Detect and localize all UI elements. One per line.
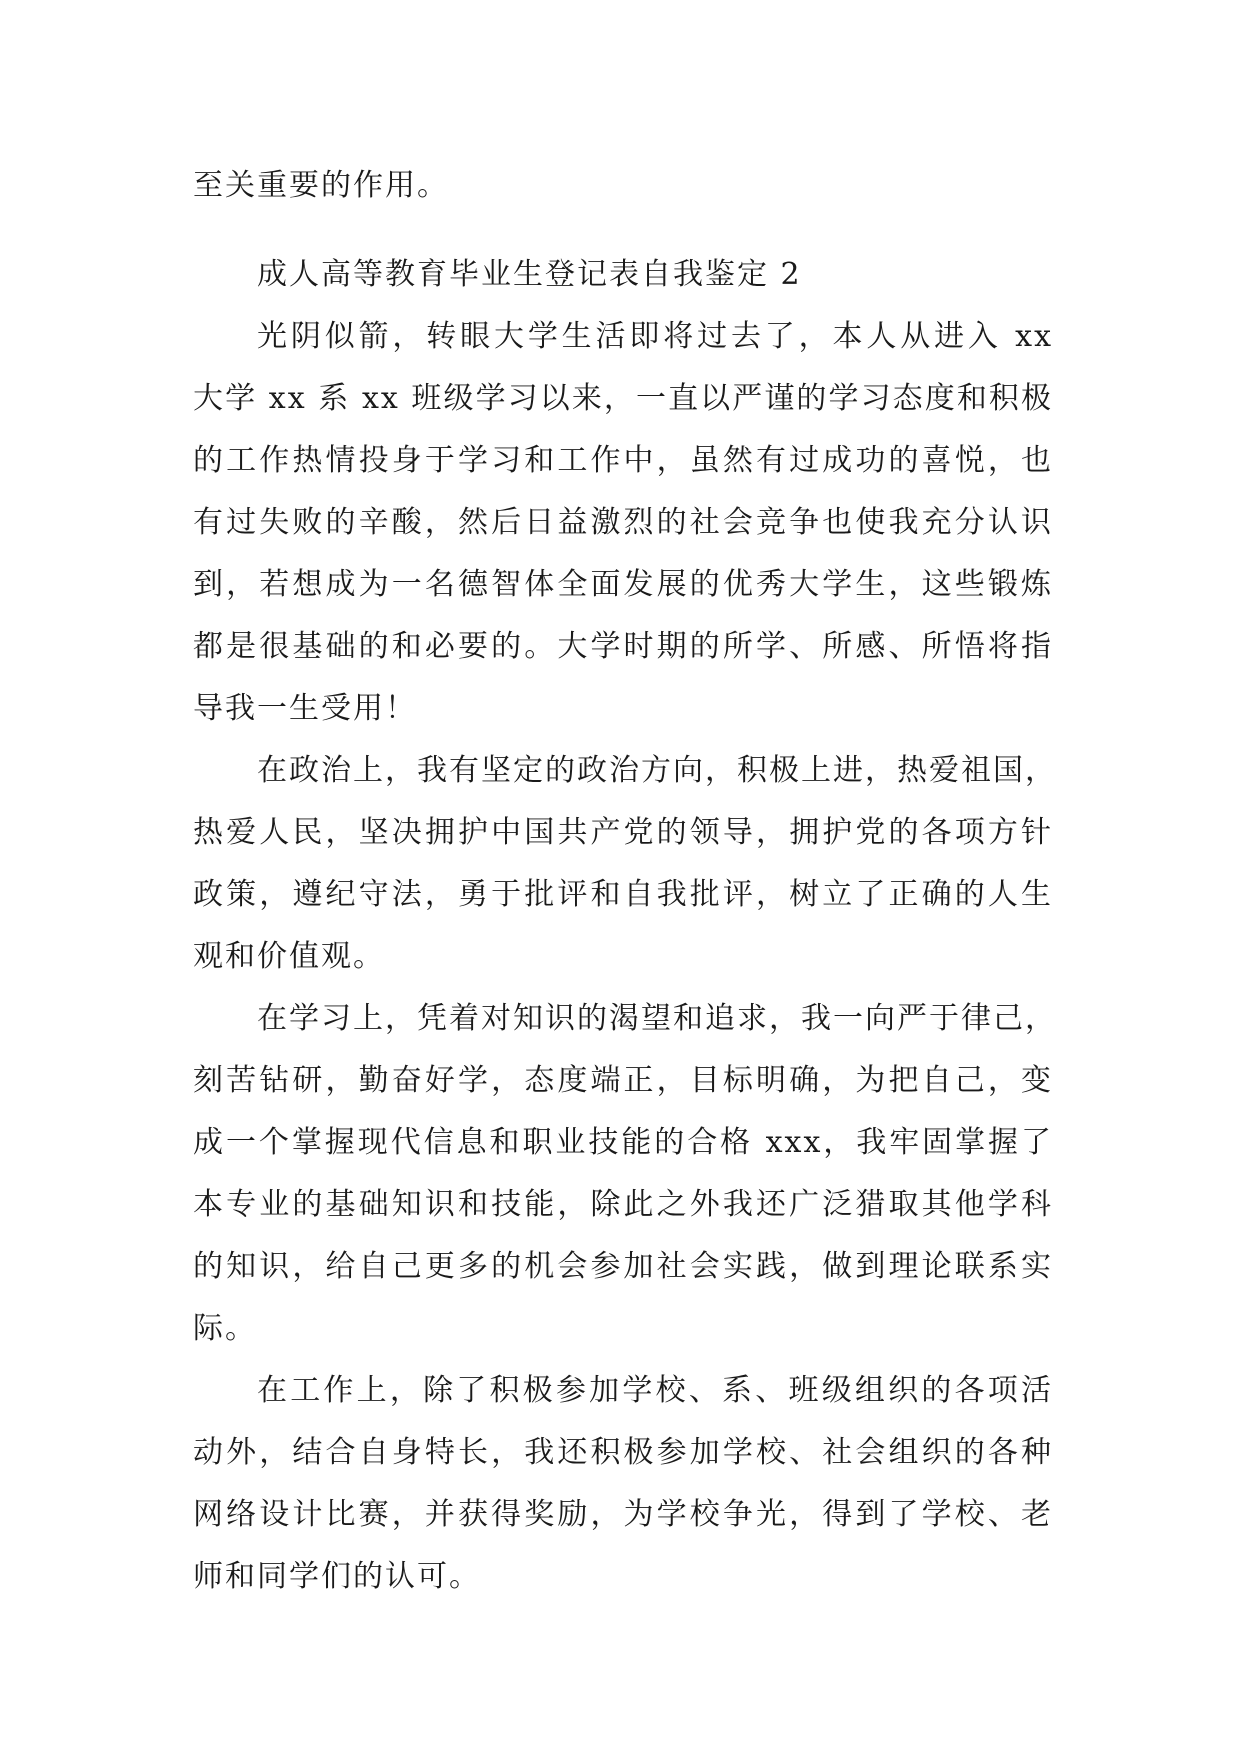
section-gap (193, 217, 1053, 244)
text-line: 在学习上，凭着对知识的渴望和追求，我一向严于律己， (257, 1001, 1057, 1036)
text-line: 在工作上，除了积极参加学校、系、班级组织的各项活 (257, 1373, 1053, 1408)
para-intro-tail (193, 155, 1053, 217)
section-heading: 成人高等教育毕业生登记表自我鉴定 2 (257, 257, 802, 292)
text-line: 热爱人民，坚决拥护中国共产党的领导，拥护党的各项方针 (193, 815, 1053, 850)
text-line: 的知识，给自己更多的机会参加社会实践，做到理论联系实 (193, 1249, 1053, 1284)
text-line: 到，若想成为一名德智体全面发展的优秀大学生，这些锻炼 (193, 567, 1053, 602)
text-line: 在政治上，我有坚定的政治方向，积极上进，热爱祖国， (257, 753, 1057, 788)
text-line: 的工作热情投身于学习和工作中，虽然有过成功的喜悦，也 (193, 443, 1053, 478)
text-line: 刻苦钻研，勤奋好学，态度端正，目标明确，为把自己，变 (193, 1063, 1053, 1098)
text-line: 都是很基础的和必要的。大学时期的所学、所感、所悟将指 (193, 629, 1053, 664)
text-line: 有过失败的辛酸，然后日益激烈的社会竞争也使我充分认识 (193, 505, 1053, 540)
text-line: 本专业的基础知识和技能，除此之外我还广泛猎取其他学科 (193, 1187, 1053, 1222)
text-line: 际。 (193, 1311, 257, 1346)
text-line: 政策，遵纪守法，勇于批评和自我批评，树立了正确的人生 (193, 877, 1053, 912)
para-work (193, 1360, 1053, 1608)
text-line: 网络设计比赛，并获得奖励，为学校争光，得到了学校、老 (193, 1497, 1053, 1532)
text-line: 成一个掌握现代信息和职业技能的合格 xxx，我牢固掌握了 (193, 1125, 1053, 1160)
para-study (193, 988, 1057, 1360)
text-line: 师和同学们的认可。 (193, 1559, 481, 1594)
document-body (193, 155, 1057, 1608)
text-line: 观和价值观。 (193, 939, 385, 974)
text-line: 导我一生受用！ (193, 691, 417, 726)
para-politics (193, 740, 1057, 988)
text-line: 至关重要的作用。 (193, 168, 449, 203)
para-opening (193, 306, 1053, 740)
text-line: 光阴似箭，转眼大学生活即将过去了，本人从进入 xx (257, 319, 1053, 354)
text-line: 动外，结合自身特长，我还积极参加学校、社会组织的各种 (193, 1435, 1053, 1470)
text-line: 大学 xx 系 xx 班级学习以来，一直以严谨的学习态度和积极 (193, 381, 1053, 416)
